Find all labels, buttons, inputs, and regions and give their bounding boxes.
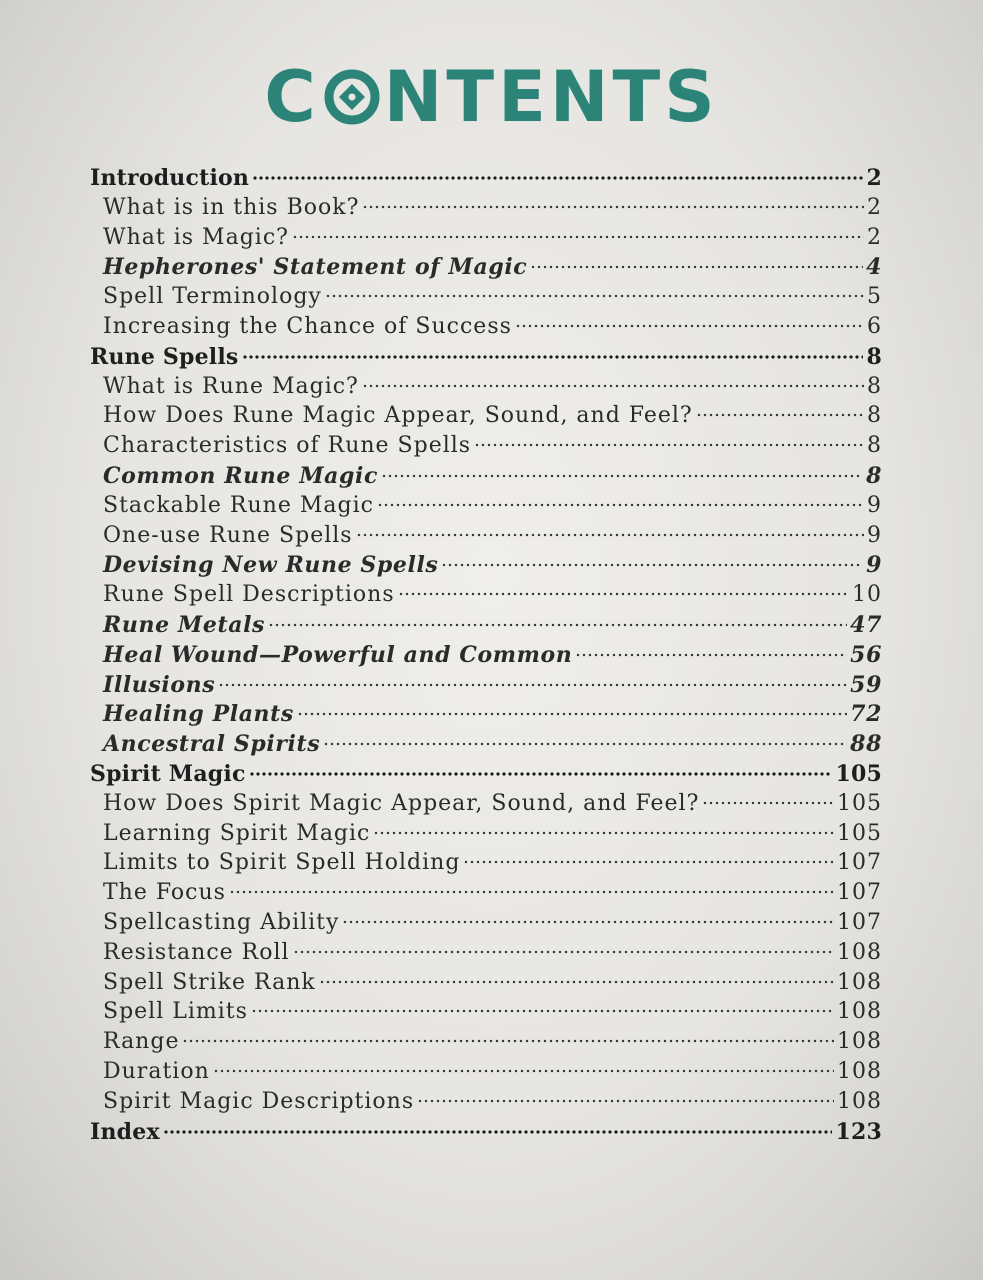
toc-entry-label: One-use Rune Spells — [103, 522, 353, 548]
toc-page-number: 59 — [850, 671, 882, 698]
toc-section-entry[interactable] — [90, 672, 882, 702]
toc-entry-label: Limits to Spirit Spell Holding — [103, 850, 461, 876]
title-wrap — [0, 56, 983, 138]
toc-page-number: 105 — [837, 790, 882, 816]
toc-section-entry[interactable] — [90, 701, 882, 731]
toc-entry-label: Increasing the Chance of Success — [103, 313, 512, 339]
dot-leader — [702, 801, 834, 805]
toc-section-entry[interactable] — [90, 523, 882, 553]
toc-entry-label: Resistance Roll — [103, 939, 290, 965]
dot-leader — [441, 563, 863, 567]
toc-entry-label: Characteristics of Rune Spells — [103, 433, 472, 459]
dot-leader — [417, 1099, 834, 1103]
toc-entry-label: Illusions — [103, 671, 216, 698]
dot-leader — [342, 920, 834, 924]
toc-page-number: 107 — [837, 880, 882, 906]
toc-page-number: 108 — [837, 1029, 882, 1055]
toc-page-number: 107 — [837, 850, 882, 876]
dot-leader — [356, 533, 864, 537]
toc-section-entry[interactable] — [90, 463, 882, 493]
toc-section-entry[interactable] — [90, 642, 882, 672]
toc-page-number: 56 — [850, 641, 882, 668]
toc-section-entry[interactable] — [90, 284, 882, 314]
dot-leader — [268, 623, 847, 627]
toc-entry-label: What is Magic? — [103, 224, 289, 250]
toc-chapter-entry[interactable] — [90, 1119, 882, 1149]
toc-page-number: 8 — [866, 343, 882, 370]
toc-entry-label: Heal Wound—Powerful and Common — [103, 641, 573, 668]
title-rest: NTENTS — [383, 56, 719, 138]
toc-section-entry[interactable] — [90, 225, 882, 255]
toc-entry-label: Spellcasting Ability — [103, 909, 340, 935]
title-first-letter: C — [264, 56, 320, 138]
toc-page-number: 105 — [837, 820, 882, 846]
dot-leader — [293, 950, 834, 954]
toc-page-number: 8 — [866, 462, 882, 489]
toc-page-number: 8 — [867, 403, 882, 429]
toc-section-entry[interactable] — [90, 1029, 882, 1059]
dot-leader — [575, 653, 847, 657]
dot-leader — [373, 831, 834, 835]
toc-entry-label: Hepherones' Statement of Magic — [103, 254, 528, 281]
toc-chapter-entry[interactable] — [90, 761, 882, 791]
toc-entry-label: Rune Spells — [90, 343, 239, 370]
toc-entry-label: Spell Terminology — [103, 284, 322, 310]
toc-section-entry[interactable] — [90, 821, 882, 851]
toc-entry-label: Stackable Rune Magic — [103, 492, 374, 518]
toc-page-number: 8 — [867, 433, 882, 459]
dot-leader — [362, 384, 864, 388]
toc-entry-label: What is in this Book? — [103, 194, 360, 220]
toc-section-entry[interactable] — [90, 552, 882, 582]
dot-leader — [696, 413, 864, 417]
toc-section-entry[interactable] — [90, 403, 882, 433]
dot-leader — [292, 235, 864, 239]
toc-section-entry[interactable] — [90, 731, 882, 761]
toc-page-number: 108 — [837, 939, 882, 965]
dot-leader — [182, 1039, 834, 1043]
toc-entry-label: Index — [90, 1118, 160, 1145]
rune-o-icon — [324, 69, 380, 125]
toc-entry-label: Duration — [103, 1058, 210, 1084]
toc-section-entry[interactable] — [90, 374, 882, 404]
toc-entry-label: Healing Plants — [103, 701, 294, 728]
dot-leader — [530, 265, 863, 269]
toc-section-entry[interactable] — [90, 880, 882, 910]
toc-section-entry[interactable] — [90, 582, 882, 612]
toc-section-entry[interactable] — [90, 910, 882, 940]
dot-leader — [249, 772, 833, 776]
toc-page-number: 4 — [866, 254, 882, 281]
toc-entry-label: Devising New Rune Spells — [103, 552, 439, 579]
dot-leader — [474, 443, 864, 447]
dot-leader — [463, 860, 834, 864]
dot-leader — [242, 355, 864, 359]
dot-leader — [398, 592, 849, 596]
toc-section-entry[interactable] — [90, 612, 882, 642]
toc-page-number: 2 — [866, 165, 882, 191]
toc-page-number: 72 — [850, 701, 882, 728]
dot-leader — [325, 294, 864, 298]
dot-leader — [362, 205, 864, 209]
toc-section-entry[interactable] — [90, 999, 882, 1029]
toc-section-entry[interactable] — [90, 493, 882, 523]
page-title — [264, 56, 719, 138]
toc-chapter-entry[interactable] — [90, 165, 882, 195]
dot-leader — [218, 683, 847, 687]
toc-section-entry[interactable] — [90, 254, 882, 284]
toc-entry-label: The Focus — [103, 880, 226, 906]
toc-section-entry[interactable] — [90, 433, 882, 463]
toc-page-number: 2 — [867, 224, 882, 250]
toc-section-entry[interactable] — [90, 314, 882, 344]
toc-page-number: 5 — [867, 284, 882, 310]
toc-section-entry[interactable] — [90, 1059, 882, 1089]
toc-entry-label: Ancestral Spirits — [103, 731, 321, 758]
toc-section-entry[interactable] — [90, 1089, 882, 1119]
table-of-contents — [90, 165, 882, 1148]
dot-leader — [252, 176, 863, 180]
dot-leader — [381, 474, 863, 478]
toc-page-number: 108 — [837, 969, 882, 995]
toc-entry-label: Spirit Magic Descriptions — [103, 1088, 415, 1114]
toc-page-number: 107 — [837, 909, 882, 935]
toc-page-number: 9 — [867, 492, 882, 518]
toc-entry-label: Introduction — [90, 165, 250, 191]
toc-section-entry[interactable] — [90, 791, 882, 821]
dot-leader — [377, 503, 864, 507]
toc-page-number: 108 — [837, 999, 882, 1025]
toc-entry-label: How Does Spirit Magic Appear, Sound, and Feel? — [103, 790, 700, 816]
toc-section-entry[interactable] — [90, 850, 882, 880]
toc-entry-label: Range — [103, 1029, 180, 1055]
toc-page-number: 88 — [850, 731, 882, 758]
toc-page-number: 9 — [867, 522, 882, 548]
dot-leader — [515, 324, 864, 328]
toc-page-number: 108 — [837, 1088, 882, 1114]
toc-page-number: 10 — [852, 582, 882, 608]
dot-leader — [163, 1130, 833, 1134]
toc-entry-label: What is Rune Magic? — [103, 373, 359, 399]
toc-entry-label: Learning Spirit Magic — [103, 820, 371, 846]
toc-page-number: 9 — [866, 552, 882, 579]
dot-leader — [251, 1009, 834, 1013]
dot-leader — [319, 980, 834, 984]
toc-page-number: 47 — [850, 611, 882, 638]
toc-section-entry[interactable] — [90, 195, 882, 225]
toc-page-number: 2 — [867, 194, 882, 220]
dot-leader — [297, 712, 847, 716]
toc-entry-label: Spirit Magic — [90, 760, 246, 787]
toc-entry-label: How Does Rune Magic Appear, Sound, and Feel? — [103, 403, 693, 429]
dot-leader — [323, 742, 847, 746]
toc-entry-label: Rune Metals — [103, 611, 266, 638]
toc-section-entry[interactable] — [90, 970, 882, 1000]
toc-entry-label: Spell Strike Rank — [103, 969, 316, 995]
toc-page-number: 108 — [837, 1058, 882, 1084]
toc-entry-label: Rune Spell Descriptions — [103, 582, 395, 608]
toc-page-number: 105 — [835, 760, 882, 787]
toc-entry-label: Common Rune Magic — [103, 462, 378, 489]
toc-page-number: 8 — [867, 373, 882, 399]
toc-section-entry[interactable] — [90, 940, 882, 970]
toc-page-number: 6 — [867, 313, 882, 339]
toc-page-number: 123 — [835, 1118, 882, 1145]
toc-entry-label: Spell Limits — [103, 999, 248, 1025]
dot-leader — [213, 1069, 834, 1073]
dot-leader — [229, 890, 834, 894]
toc-chapter-entry[interactable] — [90, 344, 882, 374]
